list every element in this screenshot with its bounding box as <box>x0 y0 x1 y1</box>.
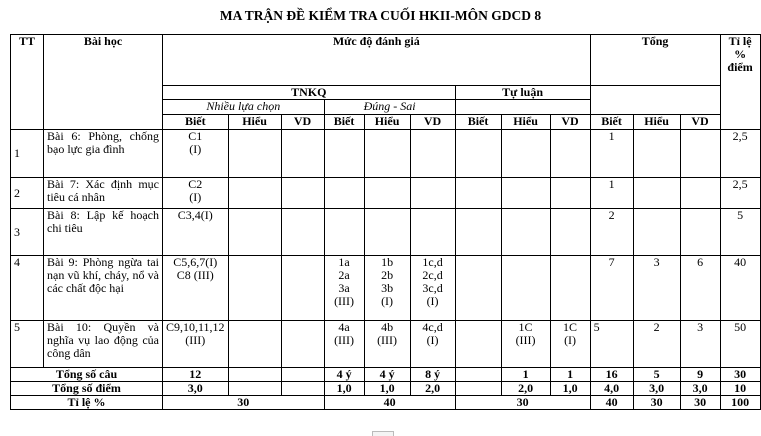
cell <box>501 209 550 256</box>
cell <box>364 130 410 178</box>
cell: C9,10,11,12 (III) <box>163 321 229 368</box>
cell: C5,6,7(I) C8 (III) <box>163 256 229 321</box>
cell: 2 <box>590 209 633 256</box>
cell <box>633 209 680 256</box>
cell <box>633 130 680 178</box>
cell: 30 <box>163 396 325 410</box>
cell <box>501 256 550 321</box>
cell: 30 <box>633 396 680 410</box>
row-lesson: Bài 7: Xác định mục tiêu cá nhân <box>44 178 163 209</box>
level-header: Hiểu <box>228 115 281 130</box>
page-tab-handle <box>372 431 394 436</box>
cell: 4c,d (I) <box>410 321 455 368</box>
level-header: Biết <box>163 115 229 130</box>
header-ti-le: Tỉ lệ % điểm <box>720 35 760 130</box>
document-title: MA TRẬN ĐỀ KIỂM TRA CUỐI HKII-MÔN GDCD 8 <box>219 8 542 23</box>
cell <box>455 130 501 178</box>
row-tt: 5 <box>11 321 44 368</box>
level-header: Hiểu <box>501 115 550 130</box>
ratio-label: Tỉ lệ % <box>11 396 163 410</box>
ratio-row <box>11 396 761 410</box>
cell: 7 <box>590 256 633 321</box>
cell: 3 <box>633 256 680 321</box>
cell: 6 <box>680 256 720 321</box>
cell: 40 <box>590 396 633 410</box>
cell: 16 <box>590 368 633 382</box>
cell: 1,0 <box>324 382 364 396</box>
cell: 1C (I) <box>550 321 590 368</box>
level-header: Hiểu <box>364 115 410 130</box>
cell: 100 <box>720 396 760 410</box>
cell <box>228 130 281 178</box>
cell: 3 <box>680 321 720 368</box>
row-tt: 1 <box>11 130 44 178</box>
cell: 4 ý <box>364 368 410 382</box>
cell <box>364 209 410 256</box>
header-tu-luan: Tự luận <box>455 86 590 100</box>
level-header: Hiểu <box>633 115 680 130</box>
cell: 2,0 <box>410 382 455 396</box>
cell: 1,0 <box>364 382 410 396</box>
cell: 1,0 <box>550 382 590 396</box>
cell: 1 <box>550 368 590 382</box>
cell <box>410 178 455 209</box>
header-tong-blank <box>590 86 720 115</box>
cell: C2 (I) <box>163 178 229 209</box>
cell: 3,0 <box>680 382 720 396</box>
row-tt: 2 <box>11 178 44 209</box>
cell: 4 ý <box>324 368 364 382</box>
table-row <box>11 321 761 368</box>
cell: 1c,d 2c,d 3c,d (I) <box>410 256 455 321</box>
total-questions-label: Tổng số câu <box>11 368 163 382</box>
level-header: VD <box>550 115 590 130</box>
cell <box>324 178 364 209</box>
assessment-matrix-table <box>10 34 761 410</box>
cell: 12 <box>163 368 229 382</box>
cell <box>281 178 324 209</box>
cell <box>455 209 501 256</box>
header-bai-hoc: Bài học <box>44 35 163 130</box>
table-row <box>11 209 761 256</box>
cell <box>455 321 501 368</box>
cell: 3,0 <box>633 382 680 396</box>
cell: 4a (III) <box>324 321 364 368</box>
cell <box>228 321 281 368</box>
level-header: VD <box>410 115 455 130</box>
cell <box>364 178 410 209</box>
header-tong: Tổng <box>590 35 720 86</box>
level-header: Biết <box>324 115 364 130</box>
cell: 8 ý <box>410 368 455 382</box>
cell <box>680 178 720 209</box>
cell: 30 <box>455 396 590 410</box>
cell <box>455 368 501 382</box>
cell <box>324 209 364 256</box>
cell: 30 <box>720 368 760 382</box>
cell: 4,0 <box>590 382 633 396</box>
cell <box>455 256 501 321</box>
row-pct: 50 <box>720 321 760 368</box>
cell: 1 <box>590 130 633 178</box>
row-pct: 2,5 <box>720 130 760 178</box>
cell <box>324 130 364 178</box>
cell <box>228 209 281 256</box>
row-lesson: Bài 6: Phòng, chống bạo lực gia đình <box>44 130 163 178</box>
row-tt: 3 <box>11 209 44 256</box>
cell: 40 <box>324 396 455 410</box>
cell: 5 <box>590 321 633 368</box>
cell <box>550 130 590 178</box>
cell <box>680 130 720 178</box>
cell <box>228 178 281 209</box>
cell <box>501 130 550 178</box>
cell <box>410 130 455 178</box>
cell <box>410 209 455 256</box>
header-muc-do: Mức độ đánh giá <box>163 35 591 86</box>
cell <box>550 178 590 209</box>
cell: 30 <box>680 396 720 410</box>
cell: 1 <box>590 178 633 209</box>
header-dung-sai: Đúng - Sai <box>324 100 455 115</box>
cell <box>281 321 324 368</box>
cell: 2,0 <box>501 382 550 396</box>
cell <box>550 209 590 256</box>
cell <box>281 130 324 178</box>
cell <box>550 256 590 321</box>
cell <box>455 178 501 209</box>
cell <box>281 368 324 382</box>
cell: 4b (III) <box>364 321 410 368</box>
total-points-row <box>11 382 761 396</box>
table-row <box>11 130 761 178</box>
cell: 2 <box>633 321 680 368</box>
level-header: VD <box>680 115 720 130</box>
cell: 9 <box>680 368 720 382</box>
level-header: VD <box>281 115 324 130</box>
level-header: Biết <box>455 115 501 130</box>
cell: 5 <box>633 368 680 382</box>
row-pct: 40 <box>720 256 760 321</box>
cell <box>281 256 324 321</box>
header-tnkq: TNKQ <box>163 86 456 100</box>
cell <box>281 382 324 396</box>
cell <box>633 178 680 209</box>
total-points-label: Tổng số điểm <box>11 382 163 396</box>
header-nhieu-lua-chon: Nhiều lựa chọn <box>163 100 325 115</box>
cell <box>680 209 720 256</box>
header-tt: TT <box>11 35 44 130</box>
total-questions-row <box>11 368 761 382</box>
cell <box>501 178 550 209</box>
cell: 1b 2b 3b (I) <box>364 256 410 321</box>
row-lesson: Bài 8: Lập kế hoạch chi tiêu <box>44 209 163 256</box>
cell <box>228 368 281 382</box>
table-row <box>11 256 761 321</box>
level-header: Biết <box>590 115 633 130</box>
cell: C3,4(I) <box>163 209 229 256</box>
row-lesson: Bài 10: Quyền và nghĩa vụ lao động của công dân <box>44 321 163 368</box>
cell: C1 (I) <box>163 130 229 178</box>
cell <box>455 382 501 396</box>
cell: 1a 2a 3a (III) <box>324 256 364 321</box>
cell <box>228 256 281 321</box>
cell: 3,0 <box>163 382 229 396</box>
table-row <box>11 178 761 209</box>
cell: 10 <box>720 382 760 396</box>
row-lesson: Bài 9: Phòng ngừa tai nạn vũ khí, cháy, nổ và các chất độc hại <box>44 256 163 321</box>
cell: 1 <box>501 368 550 382</box>
cell: 1C (III) <box>501 321 550 368</box>
cell <box>228 382 281 396</box>
row-pct: 2,5 <box>720 178 760 209</box>
header-tu-luan-blank <box>455 100 590 115</box>
cell <box>281 209 324 256</box>
row-pct: 5 <box>720 209 760 256</box>
row-tt: 4 <box>11 256 44 321</box>
